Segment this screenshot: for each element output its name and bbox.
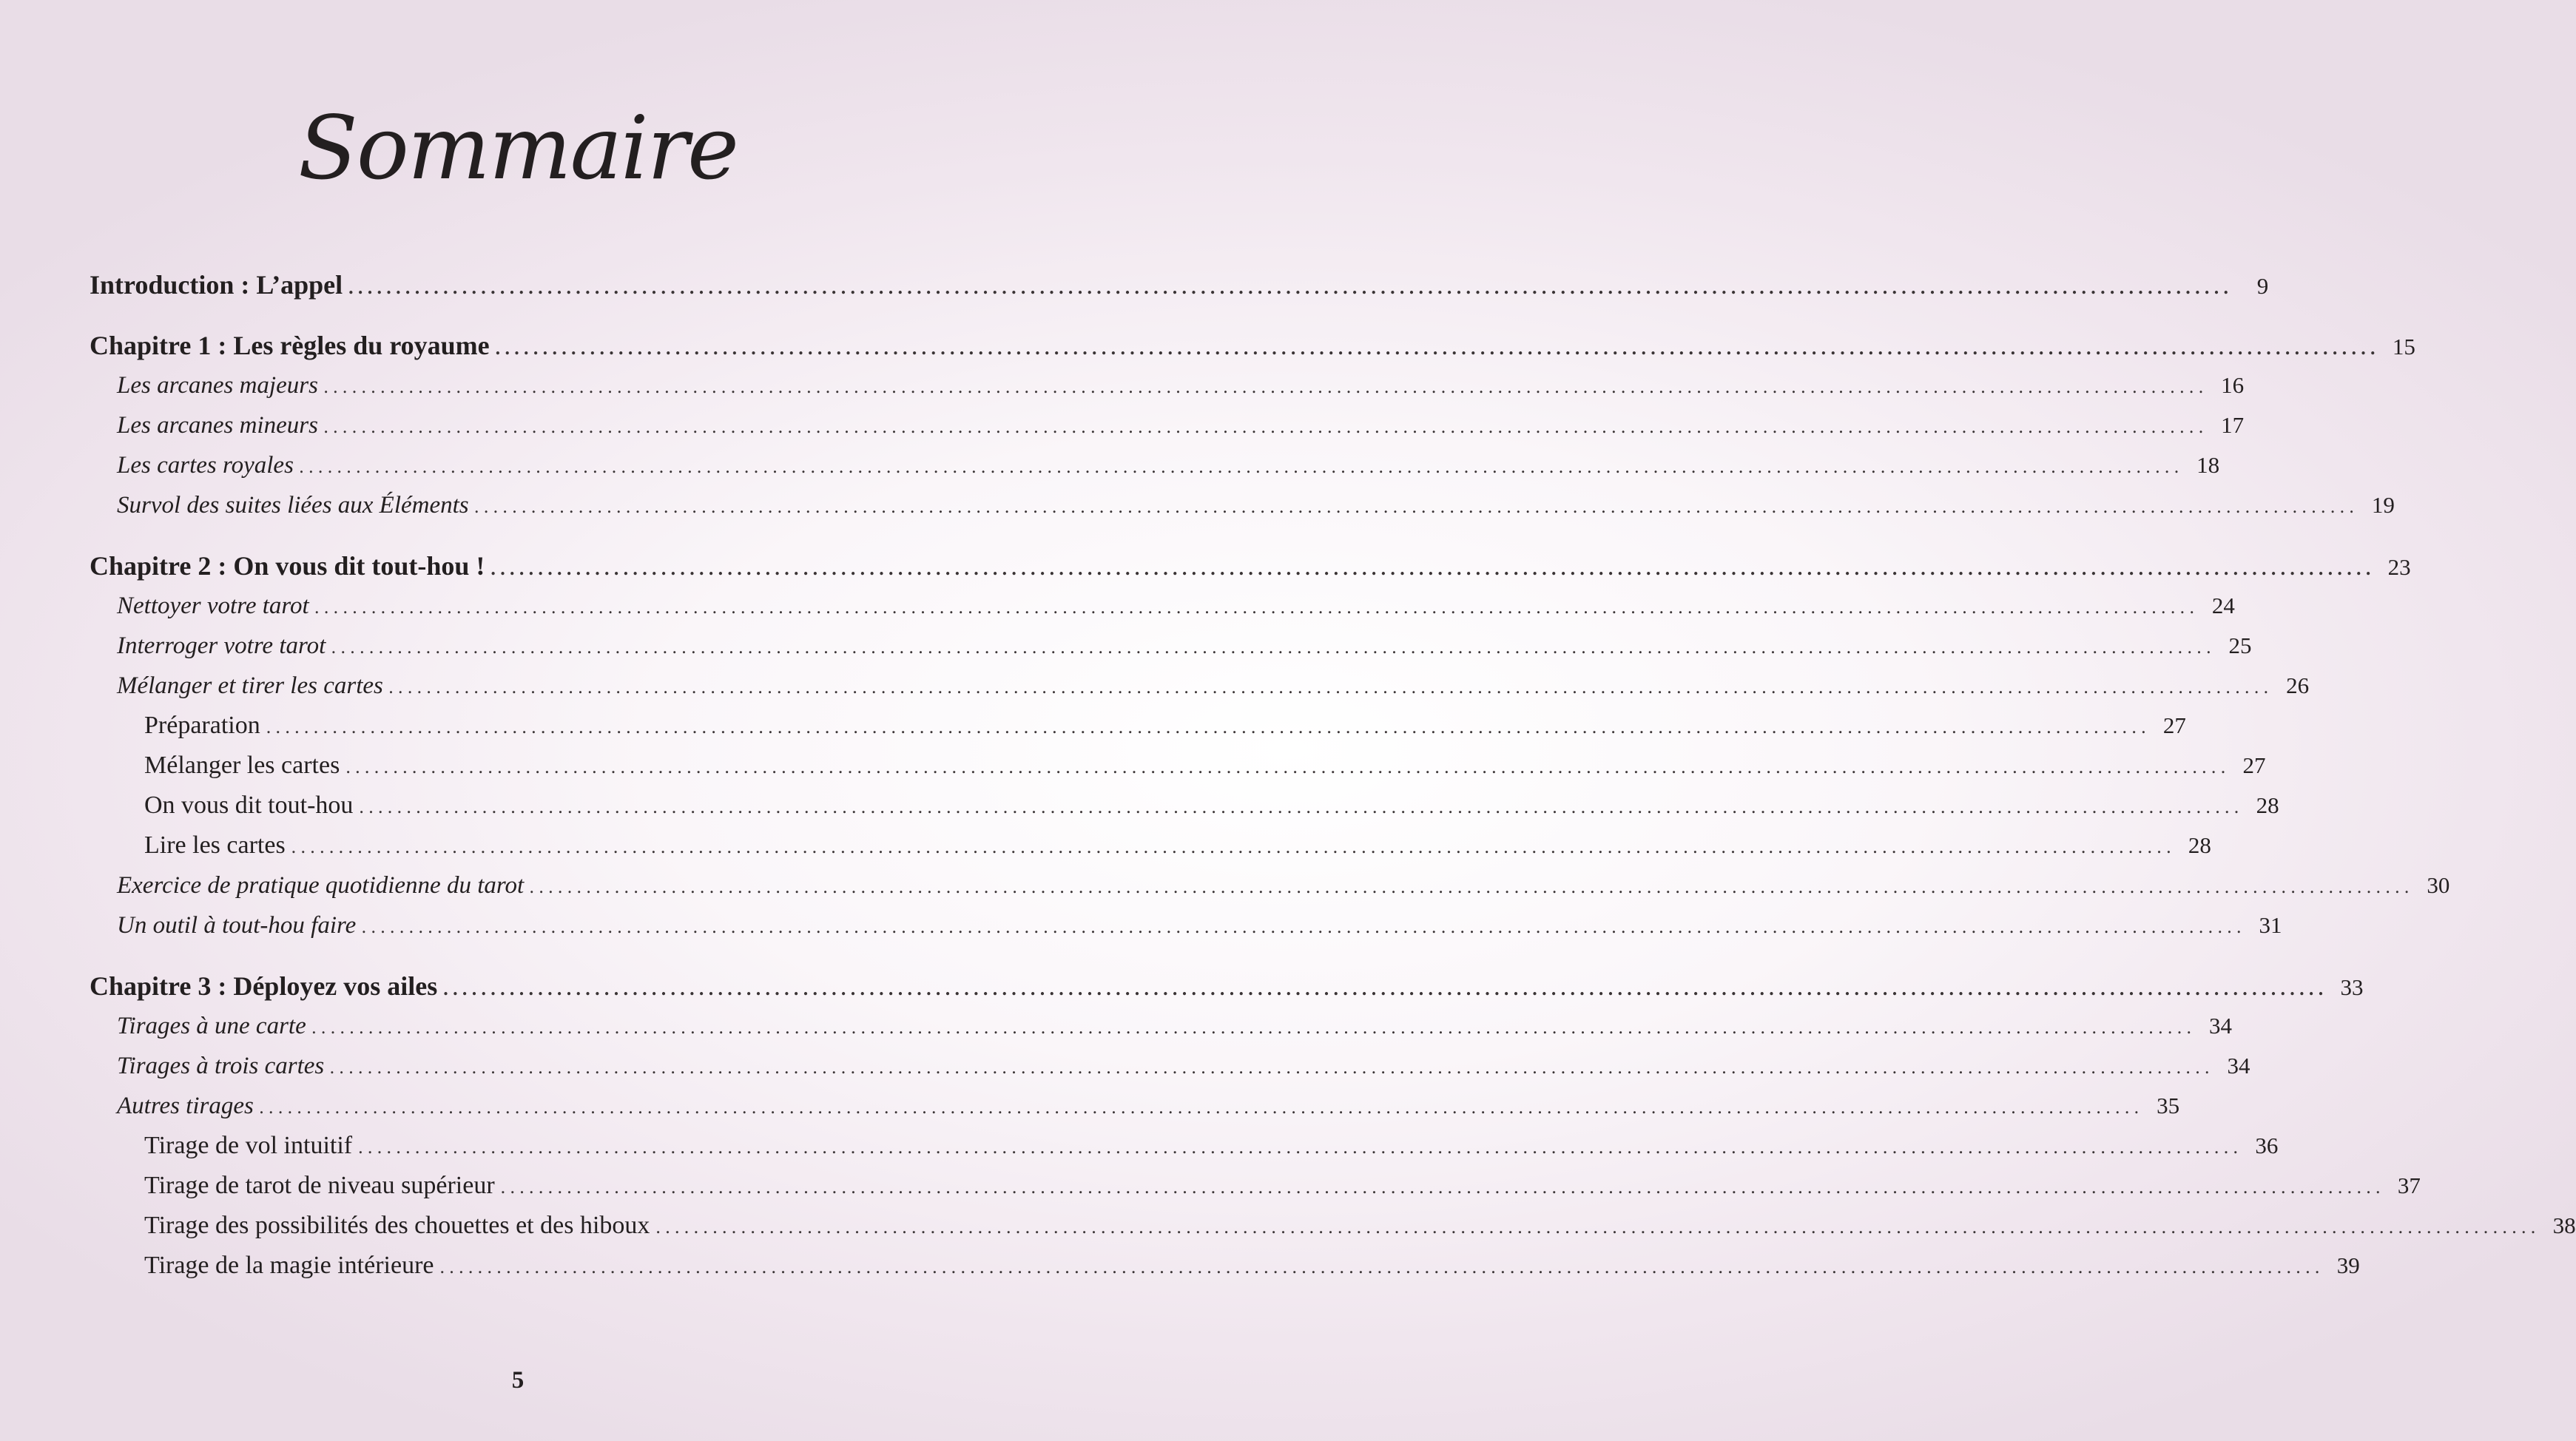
toc-entry-label: Tirage de vol intuitif bbox=[144, 1132, 353, 1159]
dot-leader: ....................................................................................................................................................................................................... bbox=[299, 456, 2185, 477]
table-of-contents bbox=[90, 265, 2576, 1286]
toc-chapter-entry bbox=[90, 966, 2364, 1006]
dot-leader: ....................................................................................................................................................................................................... bbox=[474, 496, 2359, 517]
toc-entry-label: Tirage de tarot de niveau supérieur bbox=[144, 1172, 495, 1199]
toc-entry-page: 28 bbox=[2188, 832, 2211, 858]
toc-subsection-entry bbox=[90, 706, 2186, 746]
dot-leader: ....................................................................................................................................................................................................... bbox=[490, 558, 2376, 579]
toc-section-entry bbox=[90, 445, 2220, 485]
toc-entry-page: 30 bbox=[2427, 872, 2450, 898]
dot-leader: ....................................................................................................................................................................................................... bbox=[495, 337, 2380, 359]
toc-entry-page: 17 bbox=[2221, 412, 2245, 438]
toc-entry-page: 18 bbox=[2196, 452, 2220, 478]
toc-chapter-entry bbox=[90, 546, 2411, 586]
dot-leader: ....................................................................................................................................................................................................... bbox=[358, 1136, 2243, 1158]
toc-entry-label: Les arcanes majeurs bbox=[117, 372, 318, 399]
toc-subsection-entry bbox=[90, 1166, 2421, 1206]
toc-entry-label: Les cartes royales bbox=[117, 452, 294, 479]
toc-entry-label: Introduction : L’appel bbox=[90, 270, 343, 300]
dot-leader: ....................................................................................................................................................................................................... bbox=[530, 876, 2415, 897]
toc-entry-page: 37 bbox=[2397, 1172, 2421, 1198]
dot-leader: ....................................................................................................................................................................................................... bbox=[323, 416, 2209, 437]
toc-entry-page: 27 bbox=[2242, 752, 2266, 778]
toc-section-entry bbox=[90, 365, 2245, 405]
dot-leader: ....................................................................................................................................................................................................... bbox=[331, 636, 2216, 658]
toc-entry-page: 23 bbox=[2387, 554, 2411, 580]
toc-entry-page: 39 bbox=[2336, 1252, 2360, 1278]
toc-section-entry bbox=[90, 1086, 2180, 1126]
toc-entry-label: Autres tirages bbox=[117, 1093, 254, 1119]
toc-entry-page: 27 bbox=[2162, 712, 2186, 738]
toc-entry-page: 19 bbox=[2371, 492, 2395, 518]
toc-entry-page: 36 bbox=[2255, 1133, 2279, 1158]
dot-leader: ....................................................................................................................................................................................................... bbox=[311, 1016, 2196, 1038]
dot-leader: ....................................................................................................................................................................................................... bbox=[655, 1216, 2540, 1238]
dot-leader: ....................................................................................................................................................................................................... bbox=[348, 277, 2233, 298]
toc-subsection-entry bbox=[90, 786, 2279, 826]
toc-entry-label: Interroger votre tarot bbox=[117, 632, 326, 659]
toc-section-entry bbox=[90, 865, 2450, 905]
toc-section-entry bbox=[90, 485, 2395, 525]
dot-leader: ....................................................................................................................................................................................................... bbox=[500, 1176, 2385, 1198]
toc-entry-label: Chapitre 1 : Les règles du royaume bbox=[90, 331, 490, 360]
toc-entry-label: Mélanger les cartes bbox=[144, 752, 340, 779]
toc-entry-label: Tirages à trois cartes bbox=[117, 1053, 325, 1079]
toc-entry-label: Chapitre 3 : Déployez vos ailes bbox=[90, 971, 438, 1001]
dot-leader: ....................................................................................................................................................................................................... bbox=[323, 376, 2209, 397]
toc-section-entry bbox=[90, 405, 2245, 445]
toc-subsection-entry bbox=[90, 746, 2266, 786]
dot-leader: ....................................................................................................................................................................................................... bbox=[345, 756, 2231, 777]
toc-entry-page: 31 bbox=[2259, 912, 2282, 938]
toc-entry-page: 28 bbox=[2256, 792, 2279, 818]
dot-leader: ....................................................................................................................................................................................................... bbox=[266, 716, 2151, 738]
toc-entry-label: Tirage des possibilités des chouettes et des hiboux bbox=[144, 1212, 650, 1239]
toc-subsection-entry bbox=[90, 1246, 2360, 1286]
toc-entry-page: 26 bbox=[2286, 672, 2310, 698]
toc-entry-page: 34 bbox=[2227, 1053, 2250, 1079]
toc-entry-label: Tirages à une carte bbox=[117, 1013, 306, 1039]
toc-entry-page: 9 bbox=[2256, 273, 2269, 299]
toc-entry-label: Survol des suites liées aux Éléments bbox=[117, 492, 469, 519]
toc-entry-label: Nettoyer votre tarot bbox=[117, 593, 309, 619]
toc-section-entry bbox=[90, 626, 2252, 666]
toc-entry-label: Un outil à tout-hou faire bbox=[117, 912, 357, 939]
toc-entry-page: 25 bbox=[2228, 632, 2252, 658]
dot-leader: ....................................................................................................................................................................................................... bbox=[291, 836, 2176, 857]
toc-subsection-entry bbox=[90, 1126, 2279, 1166]
toc-section-entry bbox=[90, 666, 2310, 706]
page-title: Sommaire bbox=[298, 97, 738, 199]
toc-entry-page: 34 bbox=[2208, 1013, 2232, 1039]
dot-leader: ....................................................................................................................................................................................................... bbox=[330, 1056, 2215, 1078]
dot-leader: ....................................................................................................................................................................................................... bbox=[439, 1256, 2324, 1278]
dot-leader: ....................................................................................................................................................................................................... bbox=[314, 596, 2199, 618]
toc-entry-label: Préparation bbox=[144, 712, 260, 739]
toc-section-entry bbox=[90, 586, 2235, 626]
toc-entry-page: 24 bbox=[2211, 593, 2235, 618]
toc-entry-label: On vous dit tout-hou bbox=[144, 792, 354, 819]
toc-entry-label: Les arcanes mineurs bbox=[117, 412, 318, 439]
dot-leader: ....................................................................................................................................................................................................... bbox=[388, 676, 2274, 698]
toc-entry-label: Chapitre 2 : On vous dit tout-hou ! bbox=[90, 551, 485, 581]
toc-subsection-entry bbox=[90, 1206, 2576, 1246]
toc-section-entry bbox=[90, 905, 2282, 945]
toc-entry-page: 33 bbox=[2340, 974, 2364, 1000]
dot-leader: ....................................................................................................................................................................................................... bbox=[359, 796, 2244, 817]
toc-entry-page: 16 bbox=[2221, 372, 2245, 398]
toc-entry-page: 15 bbox=[2392, 334, 2415, 360]
toc-entry-page: 38 bbox=[2552, 1212, 2576, 1238]
toc-chapter-entry bbox=[90, 325, 2415, 365]
dot-leader: ....................................................................................................................................................................................................... bbox=[443, 978, 2328, 999]
toc-entry-label: Lire les cartes bbox=[144, 831, 286, 859]
toc-entry-label: Exercice de pratique quotidienne du tarot bbox=[117, 872, 525, 899]
toc-subsection-entry bbox=[90, 826, 2211, 865]
toc-chapter-entry bbox=[90, 265, 2269, 305]
toc-section-entry bbox=[90, 1006, 2232, 1046]
page-number: 5 bbox=[511, 1367, 525, 1394]
toc-section-entry bbox=[90, 1046, 2250, 1086]
dot-leader: ....................................................................................................................................................................................................... bbox=[259, 1096, 2145, 1118]
toc-entry-label: Mélanger et tirer les cartes bbox=[117, 672, 383, 699]
dot-leader: ....................................................................................................................................................................................................... bbox=[362, 916, 2247, 937]
toc-entry-label: Tirage de la magie intérieure bbox=[144, 1252, 434, 1279]
toc-entry-page: 35 bbox=[2157, 1093, 2180, 1118]
